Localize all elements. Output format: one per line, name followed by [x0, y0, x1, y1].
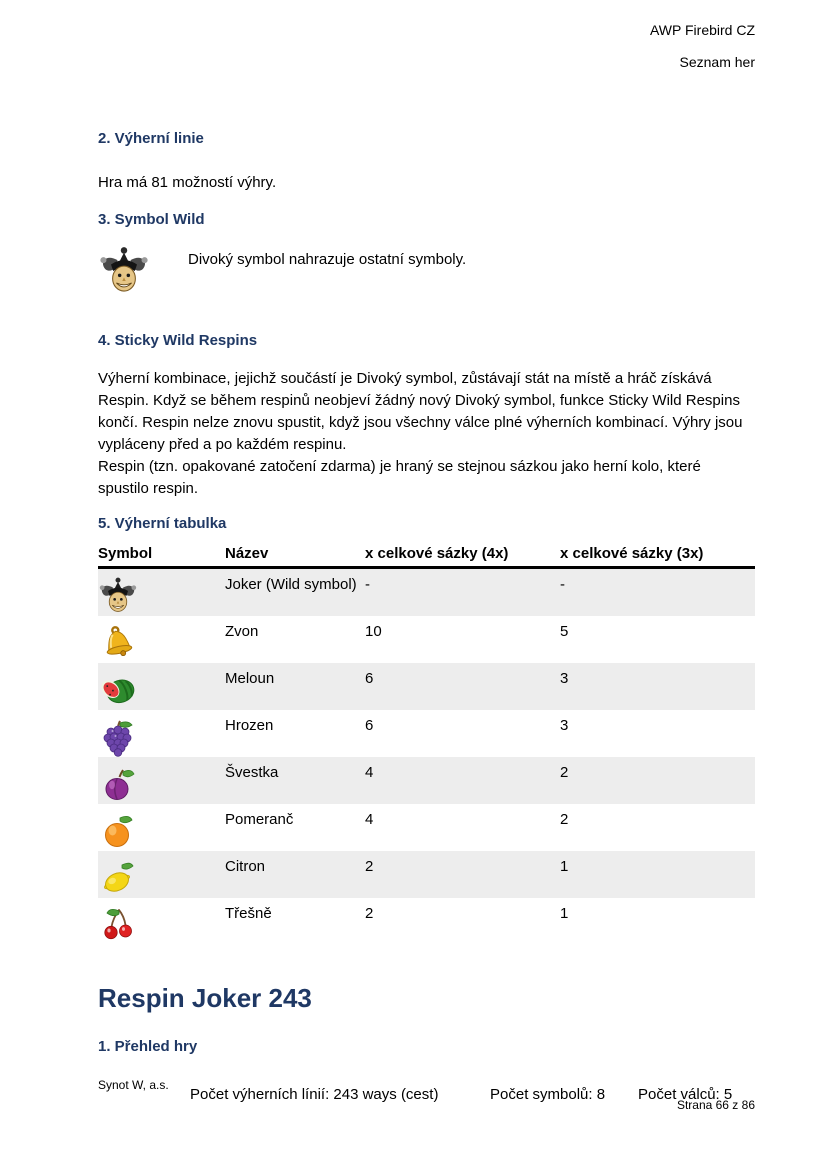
heading-vyherni-tabulka: 5. Výherní tabulka	[98, 515, 227, 532]
column-header-symbol: Symbol	[98, 545, 225, 568]
bet4x-value: -	[365, 576, 370, 593]
symbol-name: Joker (Wild symbol)	[225, 576, 357, 593]
bet3x-value: -	[560, 576, 565, 593]
symbol-name: Meloun	[225, 670, 275, 687]
bet4x-value: 6	[365, 717, 374, 734]
bet3x-value: 1	[560, 858, 569, 875]
symbol-name: Citron	[225, 858, 266, 875]
heading-prehled-hry: 1. Přehled hry	[98, 1038, 198, 1055]
bet4x-value: 2	[365, 858, 374, 875]
table-row-citron	[98, 851, 755, 898]
bet4x-value: 2	[365, 905, 374, 922]
footer-company: Synot W, a.s.	[98, 1078, 169, 1092]
bet4x-value: 6	[365, 670, 374, 687]
stat-pocet-valcu: Počet válců: 5	[638, 1086, 733, 1103]
watermelon-icon	[98, 697, 138, 714]
orange-icon	[98, 838, 138, 855]
bet3x-value: 2	[560, 811, 569, 828]
heading-vyherni-linie: 2. Výherní linie	[98, 130, 204, 147]
cherries-icon	[98, 932, 138, 949]
symbol-name: Pomeranč	[225, 811, 294, 828]
bet3x-value: 5	[560, 623, 569, 640]
column-header-nazev: Název	[225, 545, 365, 568]
joker-icon	[98, 603, 138, 620]
table-row-hrozen	[98, 710, 755, 757]
sticky-wild-paragraph-line2: Respin (tzn. opakované zatočení zdarma) je hraný se stejnou sázkou jako herní kolo, které spustilo respin.	[98, 458, 701, 497]
bet3x-value: 1	[560, 905, 569, 922]
table-row-meloun	[98, 663, 755, 710]
table-row-joker	[98, 568, 755, 617]
game-stats-row	[98, 1086, 755, 1103]
column-header-bet3x: x celkové sázky (3x)	[560, 545, 755, 568]
lemon-icon	[98, 885, 138, 902]
heading-symbol-wild: 3. Symbol Wild	[98, 211, 205, 228]
doc-title: AWP Firebird CZ	[649, 22, 755, 38]
table-row-pomeranc	[98, 804, 755, 851]
grapes-icon	[98, 744, 138, 761]
bell-icon	[98, 650, 138, 667]
table-row-svestka	[98, 757, 755, 804]
wild-symbol-description: Divoký symbol nahrazuje ostatní symboly.	[188, 251, 467, 268]
bet3x-value: 3	[560, 670, 569, 687]
wild-symbol-row	[98, 245, 755, 301]
joker-icon	[98, 245, 150, 297]
stat-pocet-linii: Počet výherních línií: 243 ways (cest)	[190, 1086, 439, 1103]
stat-pocet-symbolu: Počet symbolů: 8	[490, 1086, 606, 1103]
symbol-name: Zvon	[225, 623, 259, 640]
plum-icon	[98, 791, 138, 808]
symbol-name: Třešně	[225, 905, 272, 922]
heading-sticky-wild-respins: 4. Sticky Wild Respins	[98, 332, 258, 349]
sticky-wild-paragraph-line1: Výherní kombinace, jejichž součástí je Divoký symbol, zůstávají stát na místě a hráč získává Respin. Když se během respinů neobjeví žádný nový Divoký symbol, funkce Sticky Wild Respins končí. Respin nelze znovu spustit, když jsou všechny válce plné výherních kombinací. Výhry jsou vypláceny před a po každém respinu.	[98, 370, 743, 453]
symbol-name: Švestka	[225, 764, 279, 781]
table-row-zvon	[98, 616, 755, 663]
footer-page-number: Strana 66 z 86	[676, 1098, 755, 1112]
page-header	[98, 22, 755, 71]
paytable	[98, 545, 755, 945]
sticky-wild-paragraph	[98, 368, 755, 500]
column-header-bet4x: x celkové sázky (4x)	[365, 545, 560, 568]
bet3x-value: 3	[560, 717, 569, 734]
game-title-respin-joker-243: Respin Joker 243	[98, 983, 312, 1013]
bet4x-value: 4	[365, 811, 374, 828]
bet3x-value: 2	[560, 764, 569, 781]
doc-subtitle: Seznam her	[679, 54, 755, 70]
paytable-header-row	[98, 545, 755, 568]
symbol-name: Hrozen	[225, 717, 274, 734]
paragraph-81-wins: Hra má 81 možností výhry.	[98, 174, 277, 191]
bet4x-value: 4	[365, 764, 374, 781]
bet4x-value: 10	[365, 623, 382, 640]
table-row-tresne	[98, 898, 755, 945]
